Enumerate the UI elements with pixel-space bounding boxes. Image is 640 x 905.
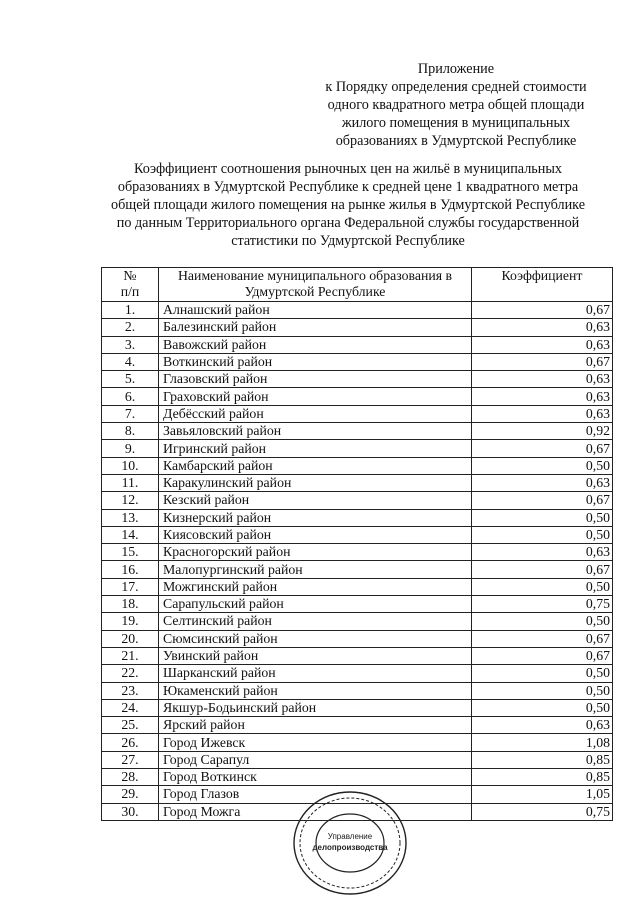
row-coefficient: 1,08 (472, 734, 613, 751)
row-name: Завьяловский район (159, 423, 472, 440)
row-coefficient: 0,67 (472, 561, 613, 578)
table-header-row (102, 268, 613, 302)
row-coefficient: 0,50 (472, 578, 613, 595)
table-row (102, 699, 613, 716)
row-coefficient: 0,67 (472, 440, 613, 457)
row-name: Воткинский район (159, 353, 472, 370)
row-number: 15. (102, 544, 159, 561)
stamp-text-line2: делопроизводства (312, 843, 388, 852)
row-name: Юкаменский район (159, 682, 472, 699)
row-number: 28. (102, 769, 159, 786)
row-coefficient: 0,63 (472, 474, 613, 491)
row-coefficient: 0,63 (472, 405, 613, 422)
row-number: 26. (102, 734, 159, 751)
row-name: Алнашский район (159, 302, 472, 319)
table-body (102, 302, 613, 821)
appendix-line: Приложение (417, 61, 495, 77)
title-line: образованиях в Удмуртской Республике к средней цене 1 квадратного метра (117, 179, 579, 195)
row-coefficient: 0,63 (472, 717, 613, 734)
table-row (102, 561, 613, 578)
row-number: 21. (102, 647, 159, 664)
row-number: 27. (102, 751, 159, 768)
table-row (102, 336, 613, 353)
row-coefficient: 0,75 (472, 596, 613, 613)
row-coefficient: 0,67 (472, 492, 613, 509)
table-row (102, 423, 613, 440)
row-name: Граховский район (159, 388, 472, 405)
row-coefficient: 0,63 (472, 544, 613, 561)
coefficient-table (101, 267, 613, 821)
row-name: Кизнерский район (159, 509, 472, 526)
header-coefficient: Коэффициент (472, 268, 613, 302)
table-row (102, 302, 613, 319)
row-number: 22. (102, 665, 159, 682)
row-name: Город Можга (159, 803, 472, 820)
row-coefficient: 0,92 (472, 423, 613, 440)
row-name: Ярский район (159, 717, 472, 734)
row-name: Балезинский район (159, 319, 472, 336)
appendix-line: образованиях в Удмуртской Республике (335, 133, 577, 149)
row-coefficient: 0,50 (472, 509, 613, 526)
table-row (102, 526, 613, 543)
row-name: Город Воткинск (159, 769, 472, 786)
row-number: 7. (102, 405, 159, 422)
row-name: Город Ижевск (159, 734, 472, 751)
row-coefficient: 0,50 (472, 613, 613, 630)
row-coefficient: 0,75 (472, 803, 613, 820)
row-number: 1. (102, 302, 159, 319)
row-coefficient: 0,67 (472, 302, 613, 319)
row-number: 4. (102, 353, 159, 370)
row-number: 8. (102, 423, 159, 440)
table-row (102, 405, 613, 422)
row-name: Кезский район (159, 492, 472, 509)
row-coefficient: 0,50 (472, 699, 613, 716)
row-coefficient: 0,67 (472, 353, 613, 370)
table-row (102, 371, 613, 388)
table-row (102, 665, 613, 682)
row-name: Игринский район (159, 440, 472, 457)
title-line: Коэффициент соотношения рыночных цен на жильё в муниципальных (134, 161, 562, 177)
title-line: общей площади жилого помещения на рынке жилья в Удмуртской Республике (110, 197, 586, 213)
row-coefficient: 0,63 (472, 319, 613, 336)
table-row (102, 647, 613, 664)
table-row (102, 319, 613, 336)
row-coefficient: 0,50 (472, 665, 613, 682)
header-number (102, 268, 159, 302)
table-row (102, 630, 613, 647)
header-name-line1: Наименование муниципального образования в (177, 268, 453, 283)
row-name: Глазовский район (159, 371, 472, 388)
table-row (102, 717, 613, 734)
appendix-line: к Порядку определения средней стоимости (325, 79, 587, 95)
row-name: Якшур-Бодьинский район (159, 699, 472, 716)
table-row (102, 440, 613, 457)
row-number: 29. (102, 786, 159, 803)
row-name: Сюмсинский район (159, 630, 472, 647)
title-line: по данным Территориального органа Федеральной службы государственной (116, 215, 580, 231)
row-coefficient: 0,63 (472, 336, 613, 353)
header-name-line2: Удмуртской Республике (244, 284, 386, 299)
row-number: 16. (102, 561, 159, 578)
row-number: 9. (102, 440, 159, 457)
table-row (102, 457, 613, 474)
row-name: Вавожский район (159, 336, 472, 353)
row-number: 6. (102, 388, 159, 405)
table-row (102, 613, 613, 630)
row-coefficient: 0,85 (472, 769, 613, 786)
table-row (102, 509, 613, 526)
appendix-header (300, 60, 612, 150)
title-line: статистики по Удмуртской Республике (231, 233, 465, 249)
row-coefficient: 0,63 (472, 388, 613, 405)
row-number: 19. (102, 613, 159, 630)
row-name: Город Глазов (159, 786, 472, 803)
table-row (102, 544, 613, 561)
document-title (68, 160, 628, 250)
row-coefficient: 0,67 (472, 647, 613, 664)
row-name: Город Сарапул (159, 751, 472, 768)
row-coefficient: 0,63 (472, 371, 613, 388)
row-name: Селтинский район (159, 613, 472, 630)
table-row (102, 492, 613, 509)
row-coefficient: 0,85 (472, 751, 613, 768)
row-name: Увинский район (159, 647, 472, 664)
table-row (102, 388, 613, 405)
row-coefficient: 0,50 (472, 526, 613, 543)
row-coefficient: 0,67 (472, 630, 613, 647)
stamp-text-line1: Управление (327, 832, 373, 841)
row-number: 17. (102, 578, 159, 595)
header-number-line2: п/п (120, 284, 140, 299)
header-number-line1: № (123, 268, 137, 283)
appendix-line: жилого помещения в муниципальных (341, 115, 571, 131)
table-row (102, 682, 613, 699)
appendix-line: одного квадратного метра общей площади (327, 97, 585, 113)
row-name: Каракулинский район (159, 474, 472, 491)
row-name: Шарканский район (159, 665, 472, 682)
row-number: 20. (102, 630, 159, 647)
table-row (102, 578, 613, 595)
row-coefficient: 1,05 (472, 786, 613, 803)
row-number: 23. (102, 682, 159, 699)
row-coefficient: 0,50 (472, 682, 613, 699)
row-name: Камбарский район (159, 457, 472, 474)
table-row (102, 596, 613, 613)
row-name: Красногорский район (159, 544, 472, 561)
row-number: 3. (102, 336, 159, 353)
row-number: 30. (102, 803, 159, 820)
row-number: 11. (102, 474, 159, 491)
row-number: 14. (102, 526, 159, 543)
row-number: 5. (102, 371, 159, 388)
row-name: Малопургинский район (159, 561, 472, 578)
table-row (102, 769, 613, 786)
row-name: Сарапульский район (159, 596, 472, 613)
header-name (159, 268, 472, 302)
official-stamp (290, 788, 410, 896)
row-number: 18. (102, 596, 159, 613)
row-number: 24. (102, 699, 159, 716)
row-number: 10. (102, 457, 159, 474)
row-name: Дебёсский район (159, 405, 472, 422)
row-coefficient: 0,50 (472, 457, 613, 474)
row-name: Можгинский район (159, 578, 472, 595)
table-row (102, 474, 613, 491)
row-number: 25. (102, 717, 159, 734)
table-row (102, 353, 613, 370)
row-number: 2. (102, 319, 159, 336)
row-number: 13. (102, 509, 159, 526)
table-row (102, 751, 613, 768)
row-name: Киясовский район (159, 526, 472, 543)
row-number: 12. (102, 492, 159, 509)
table-row (102, 734, 613, 751)
